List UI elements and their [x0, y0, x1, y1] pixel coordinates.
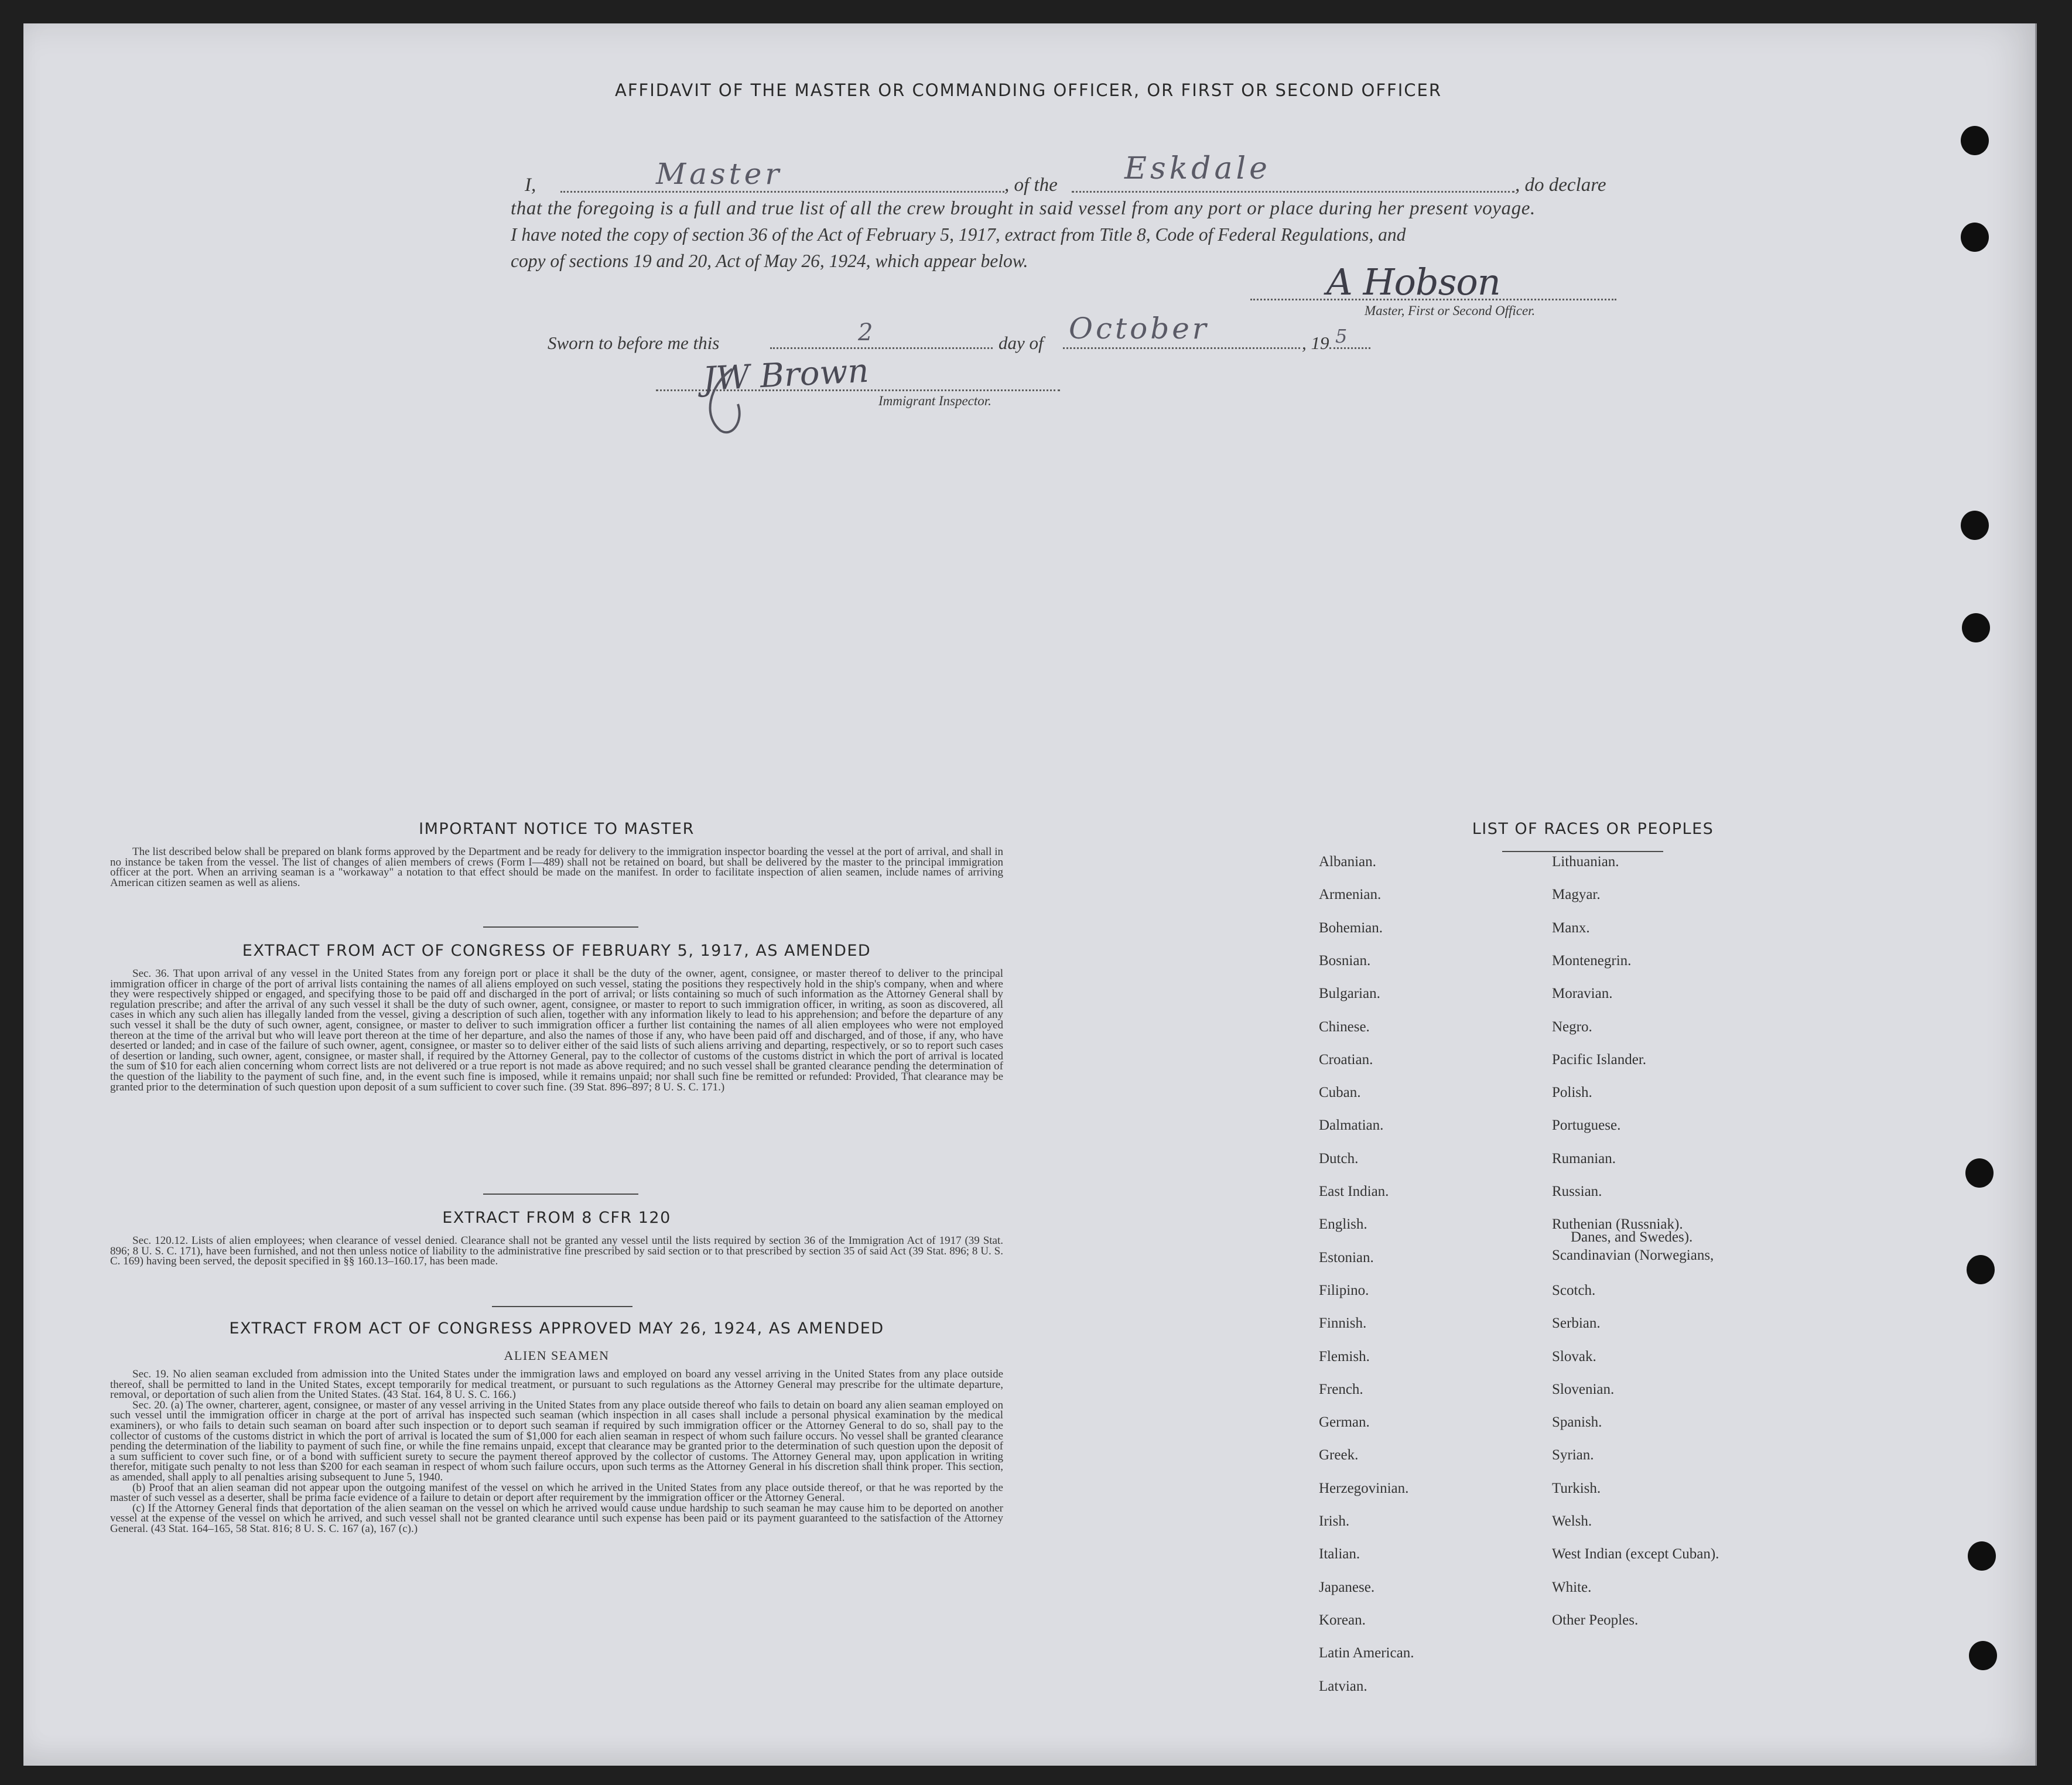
race-item: White. — [1552, 1579, 1592, 1595]
master-name-field — [560, 191, 1004, 193]
divider — [483, 1194, 638, 1195]
race-item: Cuban. — [1319, 1085, 1361, 1101]
race-item: Bosnian. — [1319, 952, 1371, 969]
race-item: Pacific Islander. — [1552, 1051, 1647, 1068]
race-item: Latin American. — [1319, 1645, 1414, 1661]
race-item: Latvian. — [1319, 1678, 1367, 1694]
affidavit-title: AFFIDAVIT OF THE MASTER OR COMMANDING OFFICER, OR FIRST OR SECOND OFFICER — [615, 80, 1442, 100]
race-item: Other Peoples. — [1552, 1612, 1639, 1628]
race-item: Korean. — [1319, 1612, 1366, 1628]
race-item: English. — [1319, 1216, 1367, 1233]
race-item: Japanese. — [1319, 1579, 1375, 1595]
divider — [1502, 851, 1663, 852]
race-item: Flemish. — [1319, 1348, 1370, 1365]
race-item: Bohemian. — [1319, 919, 1383, 936]
document-page — [23, 23, 2037, 1766]
extract-8cfr-heading: EXTRACT FROM 8 CFR 120 — [442, 1209, 671, 1227]
race-item: Croatian. — [1319, 1051, 1373, 1068]
extract-8cfr-text: Sec. 120.12. Lists of alien employees; when clearance of vessel denied. Clearance shall not be granted any vessel until the lists required by section 36 of the Immigration Act of 1917 (39 Stat. 896; 8 U. S. C. 171), have been furnished, and not then unless notice of liability to the administrative fine prescribed by said section or to that prescribed by section 35 of said Act (39 Stat. 896; 8 U. S. C. 169) having been served, the deposit specified in §§ 160.13–160.17, has been made. — [110, 1235, 1003, 1268]
inspector-signature-flourish — [697, 363, 785, 439]
race-item: Slovenian. — [1552, 1381, 1615, 1397]
notice-heading: IMPORTANT NOTICE TO MASTER — [419, 820, 695, 838]
sworn-month-handwriting: October — [1069, 312, 1209, 346]
race-item: Chinese. — [1319, 1018, 1370, 1035]
affidavit-line-3: I have noted the copy of section 36 of the Act of February 5, 1917, extract from Title 8, Code of Federal Regulations, and — [511, 224, 1406, 245]
race-item: Ruthenian (Russniak). — [1552, 1216, 1683, 1233]
race-item: Herzegovinian. — [1319, 1480, 1409, 1496]
race-item: Albanian. — [1319, 854, 1376, 870]
divider — [483, 926, 638, 928]
race-item: Dalmatian. — [1319, 1117, 1384, 1134]
sworn-year-prefix: , 19 — [1302, 333, 1329, 353]
race-item: Welsh. — [1552, 1513, 1592, 1529]
affidavit-i: I, — [525, 175, 536, 196]
race-item: Irish. — [1319, 1513, 1350, 1529]
race-item: Spanish. — [1552, 1414, 1602, 1431]
race-item: East Indian. — [1319, 1184, 1389, 1199]
punch-hole — [1961, 511, 1989, 540]
extract-1924-sec20b: (b) Proof that an alien seaman did not appear upon the outgoing manifest of the vessel on which he arrived in the United States from any place outside thereof, or that he was reported by the master of such vessel as a deserter, shall be prima facie evidence of a failure to detain or deport after requirement by the immigration officer or the Attorney General. — [110, 1481, 1003, 1504]
race-item: Rumanian. — [1552, 1150, 1616, 1167]
extract-1917-heading: EXTRACT FROM ACT OF CONGRESS OF FEBRUARY 5, 1917, AS AMENDED — [242, 942, 871, 960]
sworn-year-field — [1329, 347, 1370, 349]
race-item: Lithuanian. — [1552, 854, 1619, 870]
sworn-prefix: Sworn to before me this — [548, 333, 720, 353]
race-item: Filipino. — [1319, 1282, 1369, 1298]
master-name-handwriting: Master — [656, 157, 783, 191]
inspector-caption: Immigrant Inspector. — [878, 394, 991, 408]
race-item: Finnish. — [1319, 1315, 1367, 1332]
punch-hole — [1961, 223, 1989, 252]
extract-1924-sec20c: (c) If the Attorney General finds that deportation of the alien seaman on the vessel on which he arrived would cause undue hardship to such seaman he may cause him to be deported on another vessel at the expense of the vessel on which he arrived, and such vessel shall not be granted clearance until such expense has been paid or its payment guaranteed to the satisfaction of the Attorney General. (43 Stat. 164–165, 58 Stat. 816; 8 U. S. C. 167 (a), 167 (c).) — [110, 1502, 1003, 1535]
race-item: French. — [1319, 1381, 1363, 1397]
extract-1924-sec20a: Sec. 20. (a) The owner, charterer, agent, consignee, or master of any vessel arriving in the United States from any place outside thereof who fails to detain on board any alien seaman employed on such vessel until the immigration officer in charge at the port of arrival has inspected such seaman (which inspection in all cases shall include a personal physical examination by the medical examiners), or who fails to detain such seaman on board after such inspection or to deport such seaman if required by such immigration officer or the Attorney General to do so, shall pay to the collector of customs of the customs district in which the port of arrival is located the sum of $1,000 for each alien seaman in respect of whom such failure occurs. No vessel shall be granted clearance pending the determination of the liability to payment of such fine, or while the fine remains unpaid, except that clearance may be granted prior to the determination of such question upon the deposit of a sum sufficient to cover such fine, or of a bond with sufficient surety to secure the payment thereof approved by the collector of customs. The Attorney General may, upon application in writing therefor, mitigate such penalty to not less than $200 for each seaman in respect of whom such failure occurs, upon such terms as the Attorney General in his discretion shall think proper. This section, as amended, shall apply to all penalties arising subsequent to June 5, 1940. — [110, 1398, 1003, 1483]
punch-hole — [1969, 1641, 1997, 1670]
affidavit-line-2: that the foregoing is a full and true list of all the crew brought in said vessel from any port or place during her present voyage. — [511, 198, 1536, 219]
race-item: Slovak. — [1552, 1348, 1596, 1365]
race-item: Italian. — [1319, 1546, 1360, 1562]
punch-hole — [1962, 613, 1990, 642]
extract-1924-subheading: ALIEN SEAMEN — [504, 1348, 610, 1363]
race-item: Polish. — [1552, 1085, 1592, 1101]
extract-1924-text-block — [110, 1369, 1003, 1534]
affidavit-do-declare: , do declare — [1515, 175, 1606, 196]
affidavit-of-the: , of the — [1004, 175, 1058, 196]
race-item: Negro. — [1552, 1018, 1592, 1035]
extract-1924-sec19: Sec. 19. No alien seaman excluded from admission into the United States under the immigration laws and employed on board any vessel arriving in the United States from any place outside thereof, shall be permitted to land in the United States, except temporarily for medical treatment, or pursuant to such regulations as the Attorney General may prescribe for the ultimate departure, removal, or deportation of such alien from the United States. (43 Stat. 164, 8 U. S. C. 166.) — [110, 1368, 1003, 1401]
race-item: Serbian. — [1552, 1315, 1601, 1332]
race-item: German. — [1319, 1414, 1370, 1431]
sworn-day-field — [770, 347, 993, 349]
race-item: Scandinavian (Norwegians, — [1552, 1247, 1714, 1263]
extract-1924-heading: EXTRACT FROM ACT OF CONGRESS APPROVED MAY 26, 1924, AS AMENDED — [229, 1319, 884, 1338]
divider — [492, 1306, 632, 1307]
race-item: Magyar. — [1552, 887, 1601, 903]
sworn-day-of: day of — [999, 333, 1044, 353]
master-signature-handwriting: A Hobson — [1326, 261, 1500, 303]
extract-1917-text-block — [110, 969, 1003, 1092]
extract-8cfr-text-block — [110, 1236, 1003, 1267]
punch-hole — [1965, 1158, 1994, 1188]
race-item: Syrian. — [1552, 1447, 1594, 1463]
race-item: Montenegrin. — [1552, 952, 1632, 969]
inspector-signature-handwriting: JW Brown — [702, 351, 870, 399]
punch-hole — [1961, 126, 1989, 155]
race-item: Estonian. — [1319, 1249, 1374, 1266]
race-item: Manx. — [1552, 919, 1590, 936]
race-item: Dutch. — [1319, 1150, 1359, 1167]
vessel-name-handwriting: Eskdale — [1124, 151, 1271, 186]
race-item: Moravian. — [1552, 986, 1613, 1002]
race-item: Danes, and Swedes). — [1571, 1229, 1693, 1246]
extract-1917-text: Sec. 36. That upon arrival of any vessel in the United States from any foreign port or place it shall be the duty of the owner, agent, consignee, or master thereof to deliver to the principal immigration officer in charge of the port of arrival lists containing the names of all aliens employed on such vessel, stating the positions they respectively hold in the ship's company, when and where they were respectively shipped or engaged, and specifying those to be paid off and discharged in the port of arrival; or lists containing so much of such information as the Attorney General shall by regulation prescribe; and after the arrival of any such vessel it shall be the duty of such owner, agent, consignee, or master to report to such immigration officer, in writing, as soon as discovered, all cases in which any such alien has illegally landed from the vessel, giving a description of such alien, together with any information likely to lead to his apprehension; and before the departure of any such vessel it shall be the duty of such owner, agent, consignee, or master to deliver to such immigration officer a further list containing the names of all alien employees who were not employed thereon at the time of the arrival but who will leave port thereon at the time of her departure, and also the names of those if any, who have been paid off and discharged, and of those, if any, who have deserted or landed; and in case of the failure of such owner, agent, consignee, or master so to deliver either of the said lists of such aliens arriving and departing, respectively, or so to report such cases of desertion or landing, such owner, agent, consignee, or master shall, if required by the Attorney General, pay to the collector of customs of the customs district in which the port of arrival is located the sum of $10 for each alien concerning whom correct lists are not delivered or a true report is not made as above required; and no such vessel shall be granted clearance pending the determination of the question of the liability to the payment of such fine, and, in the event such fine is imposed, while it remains unpaid; nor shall such fine be remitted or refunded: Provided, That clearance may be granted prior to the determination of such question upon deposit of a sum sufficient to cover such fine. (39 Stat. 896–897; 8 U. S. C. 171.) — [110, 967, 1003, 1093]
race-item: Russian. — [1552, 1184, 1602, 1199]
punch-hole — [1967, 1255, 1995, 1284]
race-item: Armenian. — [1319, 887, 1382, 903]
race-item: West Indian (except Cuban). — [1552, 1546, 1719, 1562]
sworn-month-field — [1063, 347, 1300, 349]
punch-hole — [1968, 1541, 1996, 1571]
vessel-name-field — [1072, 191, 1514, 193]
races-heading: LIST OF RACES OR PEOPLES — [1472, 820, 1714, 838]
sworn-day-handwriting: 2 — [858, 319, 873, 346]
race-item: Portuguese. — [1552, 1117, 1621, 1134]
race-item: Greek. — [1319, 1447, 1359, 1463]
race-item: Scotch. — [1552, 1282, 1596, 1298]
affidavit-line-4: copy of sections 19 and 20, Act of May 26, 1924, which appear below. — [511, 251, 1028, 271]
notice-text: The list described below shall be prepared on blank forms approved by the Department and be ready for delivery to the immigration inspector boarding the vessel at the port of arrival, and shall in no instance be taken from the vessel. The list of changes of alien members of crews (Form I—489) shall not be retained on board, but shall be delivered by the master to the principal immigration officer at the port. When an arriving seaman is a "workaway" a notation to that effect should be made on the manifest. In order to facilitate inspection of alien seamen, include names of arriving American citizen seamen as well as aliens. — [110, 846, 1003, 889]
signature-caption: Master, First or Second Officer. — [1365, 303, 1536, 318]
notice-text-block — [110, 847, 1003, 888]
race-item: Bulgarian. — [1319, 986, 1380, 1002]
sworn-year-handwriting: 5 — [1335, 325, 1348, 347]
race-item: Turkish. — [1552, 1480, 1601, 1496]
